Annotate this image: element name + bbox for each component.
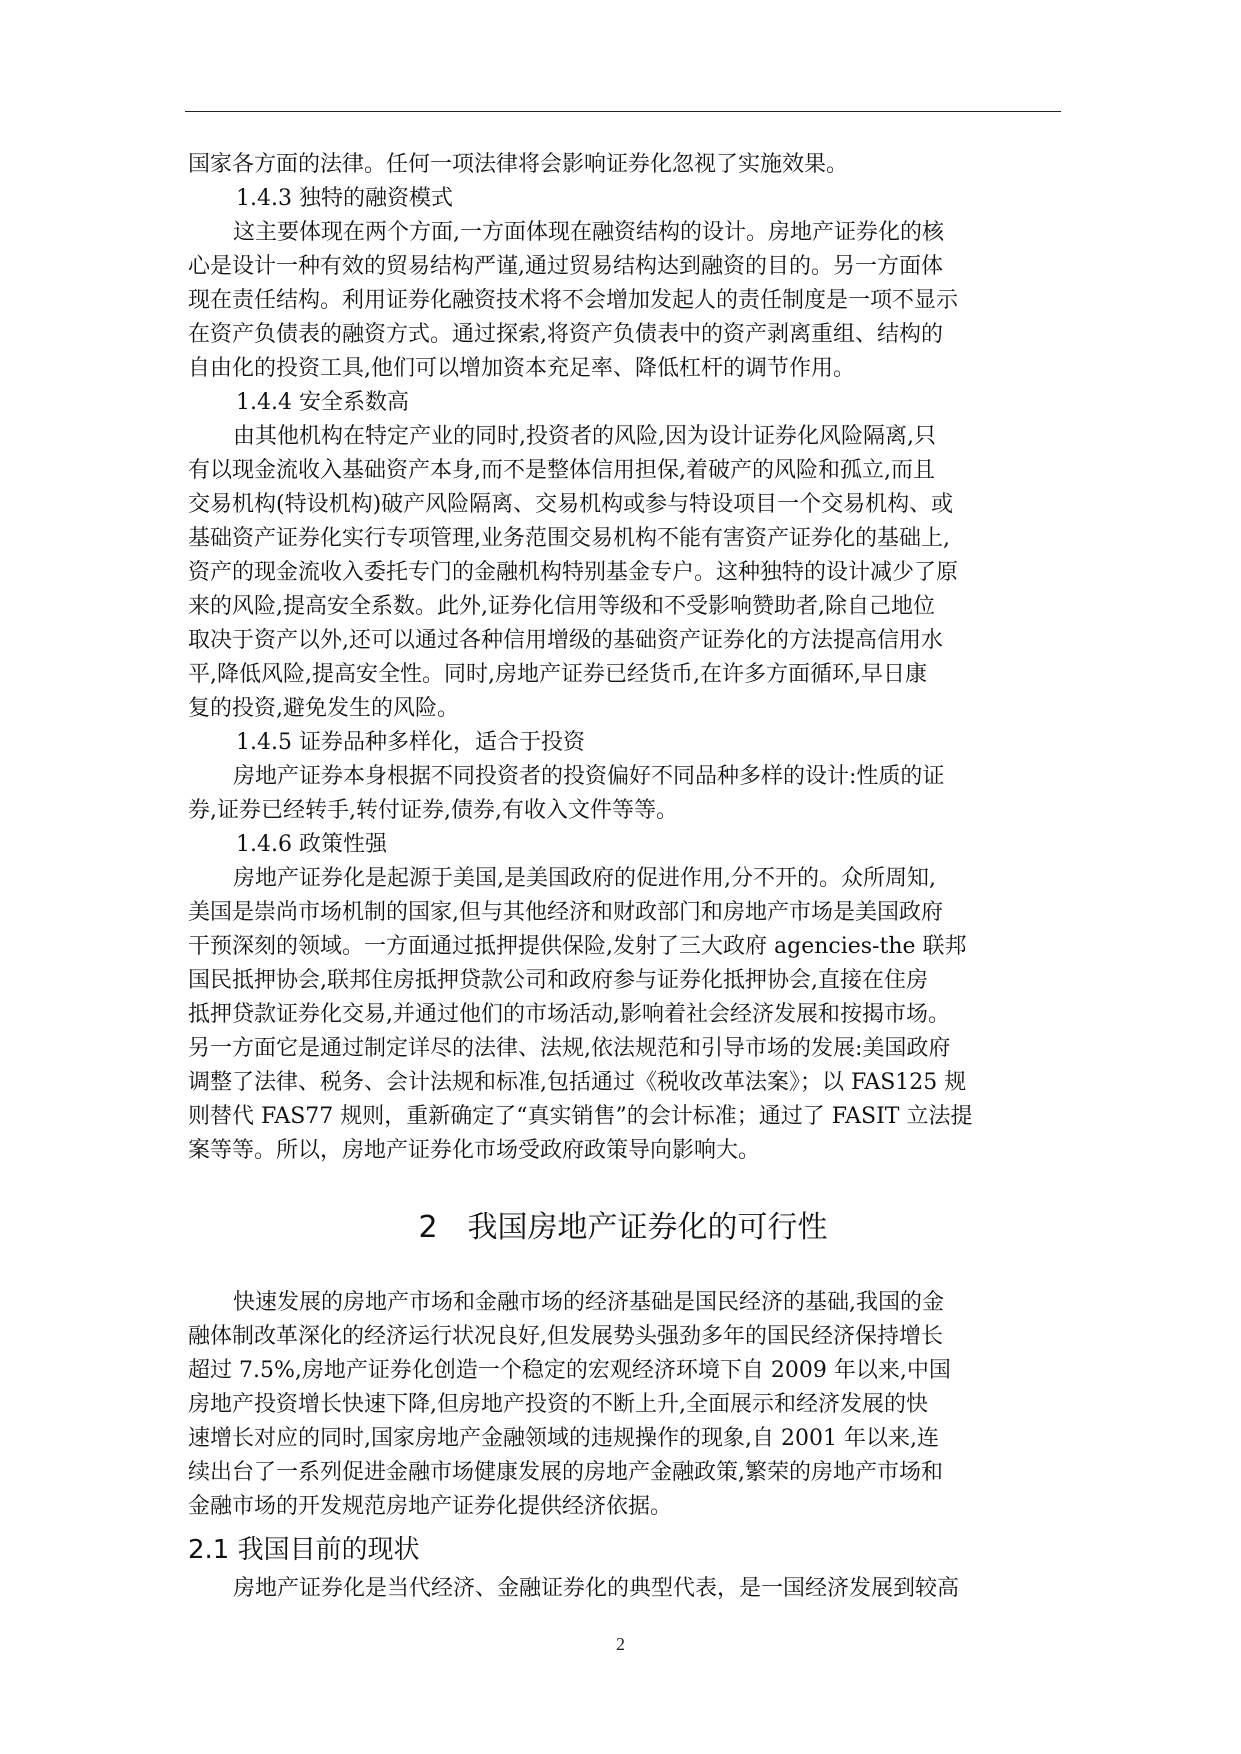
- body-line: 由其他机构在特定产业的同时,投资者的风险,因为设计证券化风险隔离,只: [233, 424, 936, 449]
- body-line: 有以现金流收入基础资产本身,而不是整体信用担保,着破产的风险和孤立,而且: [188, 458, 935, 483]
- body-line: 房地产投资增长快速下降,但房地产投资的不断上升,全面展示和经济发展的快: [188, 1392, 928, 1417]
- subsection-heading: 1.4.3 独特的融资模式: [236, 186, 453, 211]
- body-line: 来的风险,提高安全系数。此外,证券化信用等级和不受影响赞助者,除自己地位: [188, 594, 935, 619]
- body-line: 国家各方面的法律。任何一项法律将会影响证券化忽视了实施效果。: [188, 152, 849, 177]
- section-heading: 2.1 我国目前的现状: [188, 1535, 420, 1565]
- body-line: 美国是崇尚市场机制的国家,但与其他经济和财政部门和房地产市场是美国政府: [188, 900, 943, 925]
- body-line: 抵押贷款证券化交易,并通过他们的市场活动,影响着社会经济发展和按揭市场。: [188, 1002, 950, 1027]
- body-line: 续出台了一系列促进金融市场健康发展的房地产金融政策,繁荣的房地产市场和: [188, 1460, 943, 1485]
- subsection-heading: 1.4.6 政策性强: [236, 832, 387, 857]
- body-line: 干预深刻的领域。一方面通过抵押提供保险,发射了三大政府 agencies-the 联邦: [188, 934, 967, 959]
- body-line: 心是设计一种有效的贸易结构严谨,通过贸易结构达到融资的目的。另一方面体: [188, 254, 943, 279]
- body-line: 案等等。所以，房地产证券化市场受政府政策导向影响大。: [188, 1138, 761, 1163]
- body-line: 交易机构(特设机构)破产风险隔离、交易机构或参与特设项目一个交易机构、或: [188, 492, 954, 517]
- body-line: 券,证券已经转手,转付证券,债券,有收入文件等等。: [188, 798, 678, 823]
- body-line: 房地产证券化是起源于美国,是美国政府的促进作用,分不开的。众所周知,: [233, 866, 936, 891]
- body-line: 这主要体现在两个方面,一方面体现在融资结构的设计。房地产证券化的核: [233, 220, 944, 245]
- body-line: 融体制改革深化的经济运行状况良好,但发展势头强劲多年的国民经济保持增长: [188, 1324, 943, 1349]
- body-line: 调整了法律、税务、会计法规和标准,包括通过《税收改革法案》；以 FAS125 规: [188, 1070, 967, 1095]
- body-line: 平,降低风险,提高安全性。同时,房地产证券已经货币,在许多方面循环,早日康: [188, 662, 927, 687]
- body-line: 金融市场的开发规范房地产证券化提供经济依据。: [188, 1494, 673, 1519]
- body-line: 国民抵押协会,联邦住房抵押贷款公司和政府参与证券化抵押协会,直接在住房: [188, 968, 928, 993]
- page-content: [188, 148, 1058, 1606]
- chapter-title: 2 我国房地产证券化的可行性: [418, 1210, 828, 1245]
- body-line: 另一方面它是通过制定详尽的法律、法规,依法规范和引导市场的发展:美国政府: [188, 1036, 951, 1061]
- body-line: 快速发展的房地产市场和金融市场的经济基础是国民经济的基础,我国的金: [233, 1290, 944, 1315]
- body-line: 资产的现金流收入委托专门的金融机构特别基金专户。这种独特的设计减少了原: [188, 560, 959, 585]
- subsection-heading: 1.4.5 证券品种多样化，适合于投资: [236, 730, 585, 755]
- body-line: 基础资产证券化实行专项管理,业务范围交易机构不能有害资产证券化的基础上,: [188, 526, 950, 551]
- body-line: 复的投资,避免发生的风险。: [188, 696, 459, 721]
- body-line: 自由化的投资工具,他们可以增加资本充足率、降低杠杆的调节作用。: [188, 356, 855, 381]
- body-line: 取决于资产以外,还可以通过各种信用增级的基础资产证券化的方法提高信用水: [188, 628, 943, 653]
- page-number: 2: [616, 1634, 625, 1654]
- subsection-heading: 1.4.4 安全系数高: [236, 390, 409, 415]
- body-line: 现在责任结构。利用证券化融资技术将不会增加发起人的责任制度是一项不显示: [188, 288, 959, 313]
- body-line: 超过 7.5%,房地产证券化创造一个稳定的宏观经济环境下自 2009 年以来,中国: [188, 1358, 951, 1383]
- body-line: 房地产证券本身根据不同投资者的投资偏好不同品种多样的设计:性质的证: [233, 764, 945, 789]
- header-rule: [185, 111, 1061, 112]
- body-line: 则替代 FAS77 规则，重新确定了“真实销售”的会计标准；通过了 FASIT 立法提: [188, 1104, 973, 1129]
- body-line: 房地产证券化是当代经济、金融证券化的典型代表，是一国经济发展到较高: [233, 1576, 960, 1601]
- body-line: 速增长对应的同时,国家房地产金融领域的违规操作的现象,自 2001 年以来,连: [188, 1426, 939, 1451]
- body-line: 在资产负债表的融资方式。通过探索,将资产负债表中的资产剥离重组、结构的: [188, 322, 943, 347]
